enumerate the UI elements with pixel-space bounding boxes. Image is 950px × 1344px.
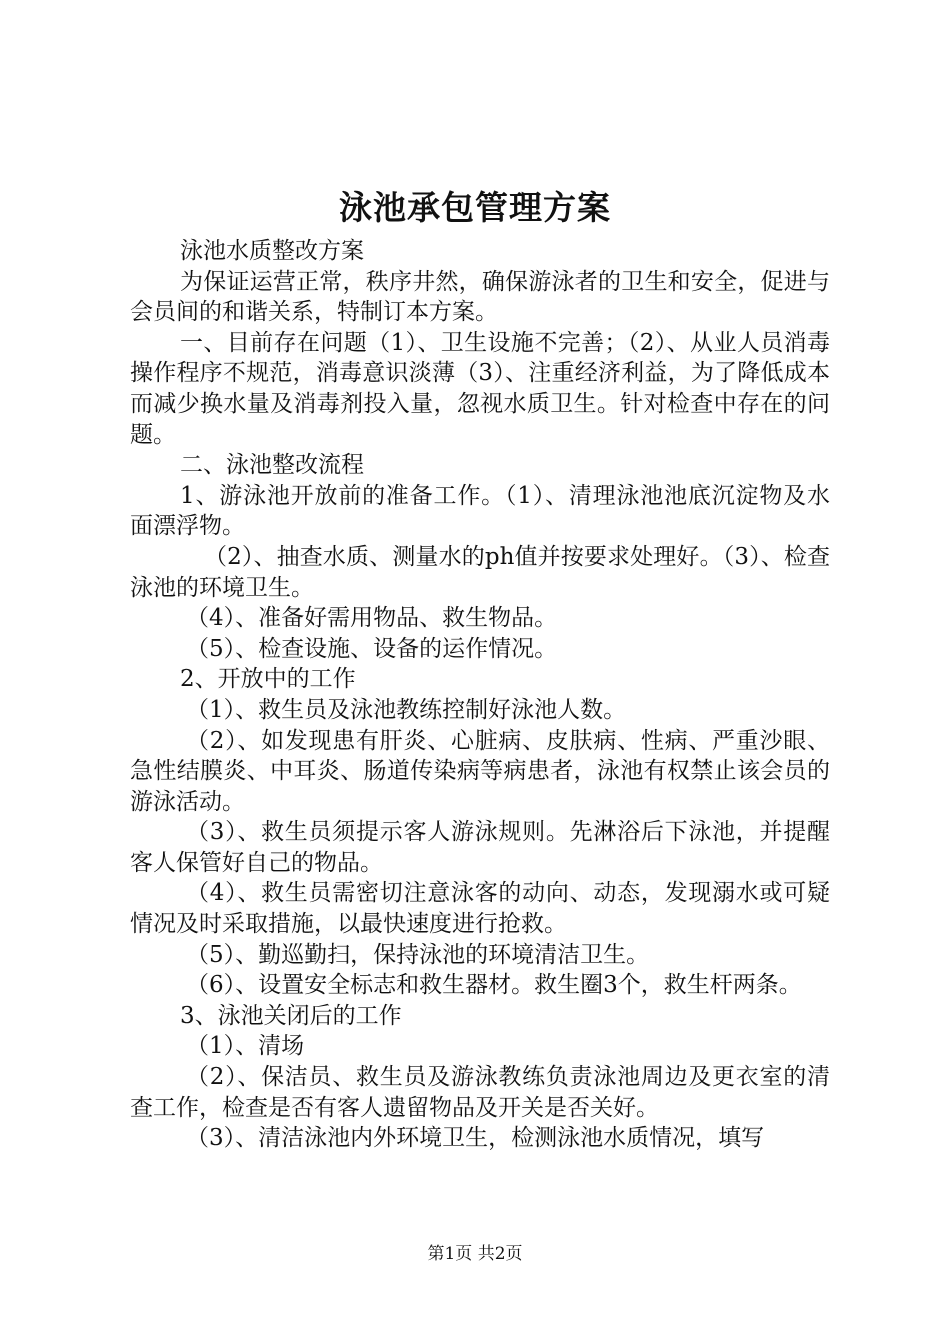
body-paragraph: 2、开放中的工作 [180, 666, 356, 693]
page-footer: 第1页 共2页 [427, 1244, 523, 1264]
body-paragraph: （4）、准备好需用物品、救生物品。 [186, 605, 558, 632]
body-paragraph: （4）、救生员需密切注意泳客的动向、动态，发现溺水或可疑情况及时采取措施，以最快速度进行抢救。 [130, 880, 830, 938]
body-paragraph: 泳池水质整改方案 [180, 238, 364, 264]
body-paragraph: （3）、清洁泳池内外环境卫生，检测泳池水质情况，填写 [186, 1125, 765, 1152]
body-paragraph: 一、目前存在问题（1）、卫生设施不完善；（2）、从业人员消毒操作程序不规范，消毒意识淡薄（3）、注重经济利益，为了降低成本而减少换水量及消毒剂投入量，忽视水质卫生。针对检查中存在的问题。 [130, 329, 830, 448]
body-paragraph: 1、游泳池开放前的准备工作。（1）、清理泳池池底沉淀物及水面漂浮物。 [130, 482, 830, 540]
body-paragraph: （2）、保洁员、救生员及游泳教练负责泳池周边及更衣室的清查工作，检查是否有客人遗留物品及开关是否关好。 [130, 1064, 830, 1121]
body-paragraph: （1）、救生员及泳池教练控制好泳池人数。 [186, 696, 627, 723]
document-title: 泳池承包管理方案 [339, 188, 611, 227]
body-paragraph: （5）、检查设施、设备的运作情况。 [186, 635, 558, 662]
body-paragraph: 3、泳池关闭后的工作 [180, 1002, 402, 1029]
body-paragraph: 为保证运营正常，秩序井然，确保游泳者的卫生和安全，促进与会员间的和谐关系，特制订本方案。 [130, 268, 830, 326]
body-paragraph: （2）、如发现患有肝炎、心脏病、皮肤病、性病、严重沙眼、急性结膜炎、中耳炎、肠道传染病等病患者，泳池有权禁止该会员的游泳活动。 [130, 727, 830, 815]
body-paragraph: （6）、设置安全标志和救生器材。救生圈3个，救生杆两条。 [186, 972, 802, 999]
document-body [130, 236, 830, 1154]
body-paragraph: （2）、抽查水质、测量水的ph值并按要求处理好。（3）、检查泳池的环境卫生。 [130, 543, 830, 601]
body-paragraph: （3）、救生员须提示客人游泳规则。先淋浴后下泳池，并提醒客人保管好自己的物品。 [130, 819, 830, 876]
body-paragraph: （1）、清场 [186, 1033, 305, 1060]
body-paragraph: （5）、勤巡勤扫，保持泳池的环境清洁卫生。 [186, 941, 650, 968]
body-paragraph: 二、泳池整改流程 [180, 452, 364, 479]
